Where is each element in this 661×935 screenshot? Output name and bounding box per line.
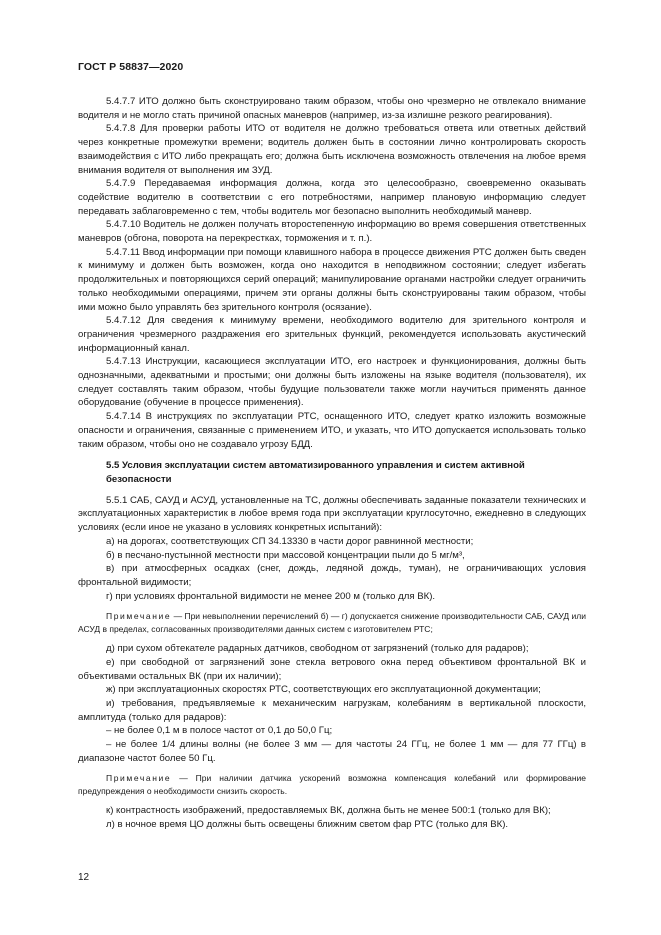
list-item-d: д) при сухом обтекателе радарных датчиков, свободном от загрязнений (только для радаров); — [106, 643, 529, 655]
paragraph-5-5-1: 5.5.1 САБ, САУД и АСУД, установленные на ТС, должны обеспечивать заданные показатели технических и эксплуатационных характеристик в любое время года при эксплуатации круглосуточно, ежедневно в следующих условиях (если иное не указано в условиях конкретных испытаний): — [78, 494, 586, 534]
page-body — [78, 95, 586, 832]
list-item-k: к) контрастность изображений, предоставляемых ВК, должна быть не менее 500:1 (только для ВК); — [106, 805, 551, 817]
paragraph-5-4-7-13: 5.4.7.13 Инструкции, касающиеся эксплуатации ИТО, его настроек и функционирования, должны быть однозначными, адекватными и простыми; они должны быть изложены на языке водителя (пользователя), их следует составлять таким образом, чтобы будущие пользователи также могли научиться применять данное оборудование (обучение в процессе применения). — [78, 356, 586, 409]
list-item-e: е) при свободной от загрязнений зоне стекла ветрового окна перед объективом фронтальной ВК и объективами остальных ВК (при их наличии); — [78, 656, 586, 682]
note-1 — [78, 610, 586, 635]
dash-item-2: – не более 1/4 длины волны (не более 3 мм — для частоты 24 ГГц, не более 1 мм — для 77 ГГц) в диапазоне частот более 50 Гц. — [78, 739, 586, 764]
list-item-g: г) при условиях фронтальной видимости не менее 200 м (только для ВК). — [106, 590, 436, 602]
note-2 — [78, 772, 586, 797]
list-item-v: в) при атмосферных осадках (снег, дождь, ледяной дождь, туман), не ограничивающих условия фронтальной видимости; — [78, 563, 586, 588]
paragraph-5-4-7-8: 5.4.7.8 Для проверки работы ИТО от водителя не должно требоваться ответа или ответных действий через конкретные промежутки времени; водитель должен быть в состоянии лично контролировать скорость взаимодействия с ИТО либо прекращать его; должна быть исключена возможность отвлечения на любое время внимания водителя от выполнения им ЗУД. — [78, 123, 586, 176]
page-number: 12 — [78, 872, 90, 883]
list-item-zh: ж) при эксплуатационных скоростях РТС, соответствующих его эксплуатационной документации; — [106, 684, 541, 696]
paragraph-5-4-7-7: 5.4.7.7 ИТО должно быть сконструировано таким образом, чтобы оно чрезмерно не отвлекало внимание водителя и не могло стать причиной опасных маневров (например, из-за излишне резкого реагирования). — [78, 96, 586, 121]
list-item-a: а) на дорогах, соответствующих СП 34.13330 в части дорог равнинной местности; — [106, 535, 474, 547]
note-label: Примечание — [106, 611, 172, 622]
section-heading-5-5: 5.5 Условия эксплуатации систем автоматизированного управления и систем активной безопасности — [106, 460, 525, 485]
paragraph-5-4-7-10: 5.4.7.10 Водитель не должен получать второстепенную информацию во время совершения ответственных маневров (обгона, поворота на перекрестках, торможения и т. п.). — [78, 219, 586, 245]
paragraph-5-4-7-12: 5.4.7.12 Для сведения к минимуму времени, необходимого водителю для зрительного контроля и ограничения чрезмерного раздражения его зрительных функций, рекомендуется использовать акустический информационный канал. — [78, 315, 586, 354]
note-text: — При наличии датчика ускорений возможна компенсация колебаний или формирование предупреждения о необходимости снизить скорость. — [78, 773, 586, 796]
dash-item-1: – не более 0,1 м в полосе частот от 0,1 до 50,0 Гц; — [106, 725, 333, 737]
note-label: Примечание — [106, 773, 172, 784]
list-item-i: и) требования, предъявляемые к механическим нагрузкам, колебаниям в вертикальной плоскости, амплитуда (только для радаров): — [78, 697, 586, 723]
paragraph-5-4-7-11: 5.4.7.11 Ввод информации при помощи клавишного набора в процессе движения РТС должен быть сведен к минимуму и должен быть возможен, когда оно находится в неподвижном состоянии; следует избегать продолжительных и повторяющихся серий операций; манипулирование органами настройки следует ограничить только необходимыми операциями, причем эти органы должны быть сконструированы таким образом, чтобы ими можно было управлять без зрительного контроля (осязание). — [78, 246, 586, 313]
list-item-b: б) в песчано-пустынной местности при массовой концентрации пыли до 5 мг/м³, — [106, 549, 465, 561]
list-item-l: л) в ночное время ЦО должны быть освещены ближним светом фар РТС (только для ВК). — [106, 818, 509, 830]
note-text: — При невыполнении перечислений б) — г) допускается снижение производительности САБ, САУД или АСУД в пределах, согласованных производителями данных систем с изготовителем РТС; — [78, 611, 586, 634]
document-header: ГОСТ Р 58837—2020 — [78, 61, 184, 73]
paragraph-5-4-7-14: 5.4.7.14 В инструкциях по эксплуатации РТС, оснащенного ИТО, следует кратко изложить возможные опасности и ограничения, связанные с применением ИТО, и указать, что ИТО допускается использовать только таким образом, чтобы оно не создавало угрозу БДД. — [78, 411, 586, 450]
paragraph-5-4-7-9: 5.4.7.9 Передаваемая информация должна, когда это целесообразно, своевременно оказывать содействие водителю в соответствии с его потребностями, например плановую информацию следует передавать заблаговременно с тем, чтобы водитель мог безопасно выполнить необходимый маневр. — [78, 178, 586, 217]
